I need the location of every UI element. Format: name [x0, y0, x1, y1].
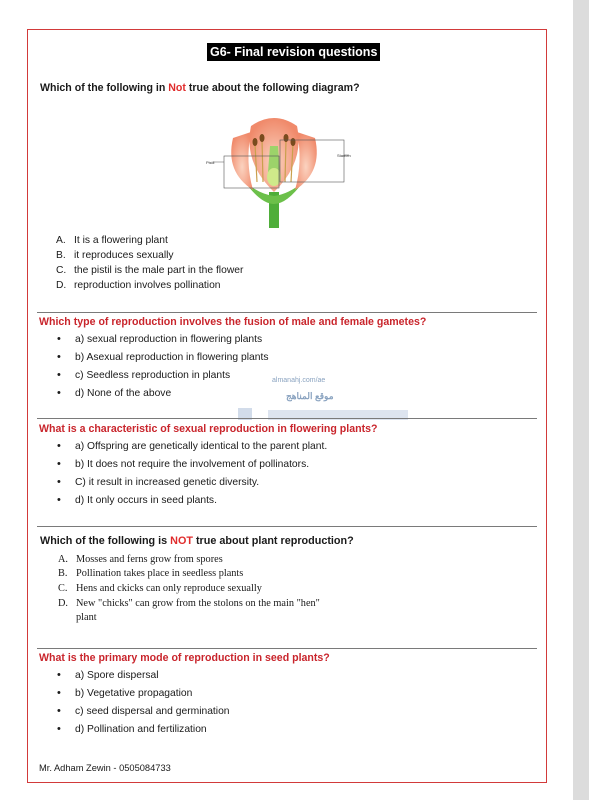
- option-marker: C.: [56, 265, 67, 276]
- question-1: [40, 82, 360, 95]
- watermark-arabic: موقع المناهج: [286, 391, 334, 401]
- question-1-suffix: true about the following diagram?: [185, 82, 360, 94]
- question-1-highlight: Not: [168, 82, 186, 94]
- q3-option-c: • C) it result in increased genetic diversity.: [57, 476, 260, 488]
- divider: [37, 312, 537, 313]
- q4-option-c: C. Hens and ckicks can only reproduce sexually: [58, 583, 262, 594]
- question-1-prefix: Which of the following in: [40, 82, 169, 94]
- option-text: reproduction involves pollination: [74, 280, 221, 291]
- stamen-label: Stamen: [337, 153, 351, 158]
- anther-shape: [291, 138, 296, 146]
- question-4: Which of the following is NOT true about plant reproduction?: [40, 535, 354, 547]
- page-edge: [573, 0, 589, 800]
- q2-option-b: • b) Asexual reproduction in flowering plants: [57, 351, 269, 363]
- q5-option-b: • b) Vegetative propagation: [57, 687, 193, 699]
- q5-option-a: • a) Spore dispersal: [57, 669, 159, 681]
- page-title: G6- Final revision questions: [207, 43, 380, 61]
- anther-shape: [284, 134, 289, 142]
- q2-option-d: • d) None of the above: [57, 387, 172, 399]
- divider: [37, 418, 537, 419]
- q2-option-a: • a) sexual reproduction in flowering plants: [57, 333, 263, 345]
- q1-option-a: [56, 234, 168, 247]
- q3-option-b: • b) It does not require the involvement of pollinators.: [57, 458, 310, 470]
- divider: [37, 526, 537, 527]
- anther-shape: [253, 138, 258, 146]
- q4-option-b: B. Pollination takes place in seedless plants: [58, 568, 244, 579]
- watermark-logo: [238, 378, 418, 428]
- q5-option-c: • c) seed dispersal and germination: [57, 705, 230, 717]
- question-5: What is the primary mode of reproduction in seed plants?: [39, 652, 330, 664]
- question-2: Which type of reproduction involves the fusion of male and female gametes?: [39, 316, 427, 328]
- option-text: it reproduces sexually: [74, 250, 174, 261]
- q1-option-c: [56, 264, 243, 277]
- q3-option-d: • d) It only occurs in seed plants.: [57, 494, 217, 506]
- option-marker: D.: [56, 280, 67, 291]
- q2-option-c: • c) Seedless reproduction in plants: [57, 369, 231, 381]
- question-4-highlight: NOT: [170, 535, 193, 547]
- pistil-label: Pistil: [206, 160, 215, 165]
- flower-diagram: [205, 112, 355, 230]
- option-marker: B.: [56, 250, 66, 261]
- q4-option-a: A. Mosses and ferns grow from spores: [58, 554, 223, 565]
- option-text: the pistil is the male part in the flower: [74, 265, 244, 276]
- q1-option-d: [56, 279, 221, 292]
- footer-author: Mr. Adham Zewin - 0505084733: [39, 763, 171, 773]
- q5-option-d: • d) Pollination and fertilization: [57, 723, 207, 735]
- option-marker: A.: [56, 235, 66, 246]
- q3-option-a: • a) Offspring are genetically identical to the parent plant.: [57, 440, 328, 452]
- q4-option-d: D. New "chicks" can grow from the stolons on the main "hen": [58, 598, 320, 609]
- q4-option-d-cont: plant: [76, 612, 97, 623]
- divider: [37, 648, 537, 649]
- option-text: It is a flowering plant: [74, 235, 168, 246]
- watermark-url: almanahj.com/ae: [272, 377, 326, 384]
- q1-option-b: [56, 249, 174, 262]
- anther-shape: [260, 134, 265, 142]
- question-3: What is a characteristic of sexual reproduction in flowering plants?: [39, 423, 378, 435]
